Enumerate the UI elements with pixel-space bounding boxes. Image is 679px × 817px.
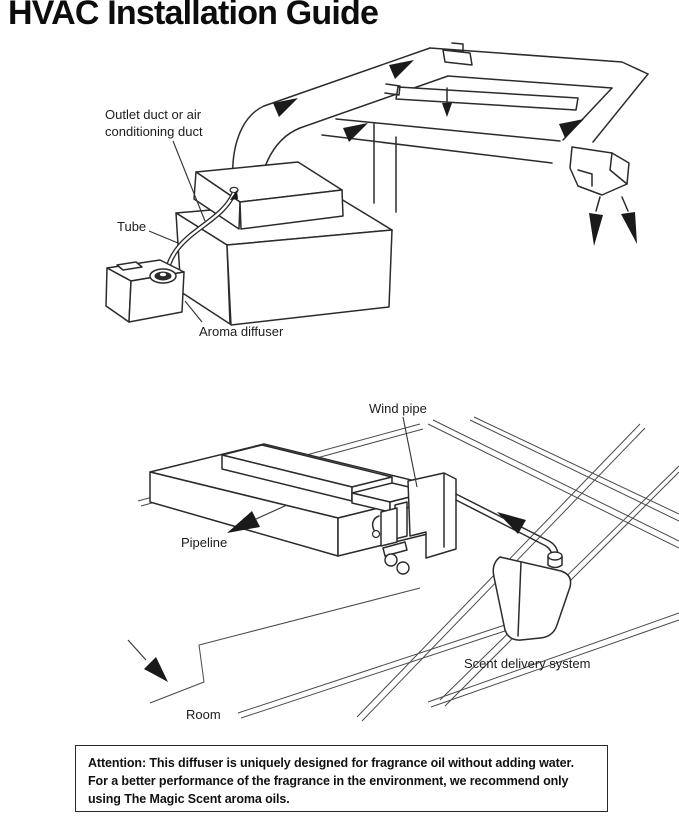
- attention-box: [75, 745, 608, 812]
- room-installation-diagram: [128, 401, 679, 722]
- wind-pipe-label: Wind pipe: [369, 401, 427, 416]
- scent-delivery-system-label: Scent delivery system: [464, 656, 591, 671]
- page-title: HVAC Installation Guide: [8, 0, 379, 32]
- room-label: Room: [186, 707, 221, 722]
- pipeline-label: Pipeline: [181, 535, 228, 550]
- outlet-duct-label-line1: Outlet duct or air: [105, 107, 202, 122]
- room-arrow-icon: [144, 657, 168, 682]
- branch-duct: [396, 87, 578, 110]
- outlet-arrow-icon: [621, 212, 637, 244]
- aroma-diffuser: [106, 260, 184, 322]
- attention-text-line3: using The Magic Scent aroma oils.: [88, 792, 290, 806]
- outlet-duct-label-line2: conditioning duct: [105, 124, 203, 139]
- hvac-duct-diagram: [105, 43, 648, 339]
- attention-text-line1: Attention: This diffuser is uniquely designed for fragrance oil without adding water.: [88, 756, 574, 770]
- outlet-arrow-icon: [589, 213, 603, 246]
- wind-pipe-leader-line: [403, 417, 417, 487]
- tube-leader-line: [149, 231, 178, 243]
- duct-junction-box: [443, 50, 472, 65]
- flow-arrow-icon: [559, 119, 584, 138]
- room-arrow-line: [128, 640, 146, 660]
- attention-text-line2: For a better performance of the fragrance in the environment, we recommend only: [88, 774, 569, 788]
- aroma-diffuser-label: Aroma diffuser: [199, 324, 284, 339]
- down-flow-arrow-icon: [442, 103, 452, 117]
- scent-delivery-tank: [493, 552, 570, 640]
- scent-pipe: [456, 494, 558, 557]
- flow-arrow-icon: [389, 60, 414, 79]
- tube-label: Tube: [117, 219, 147, 234]
- room-outline: [150, 588, 420, 703]
